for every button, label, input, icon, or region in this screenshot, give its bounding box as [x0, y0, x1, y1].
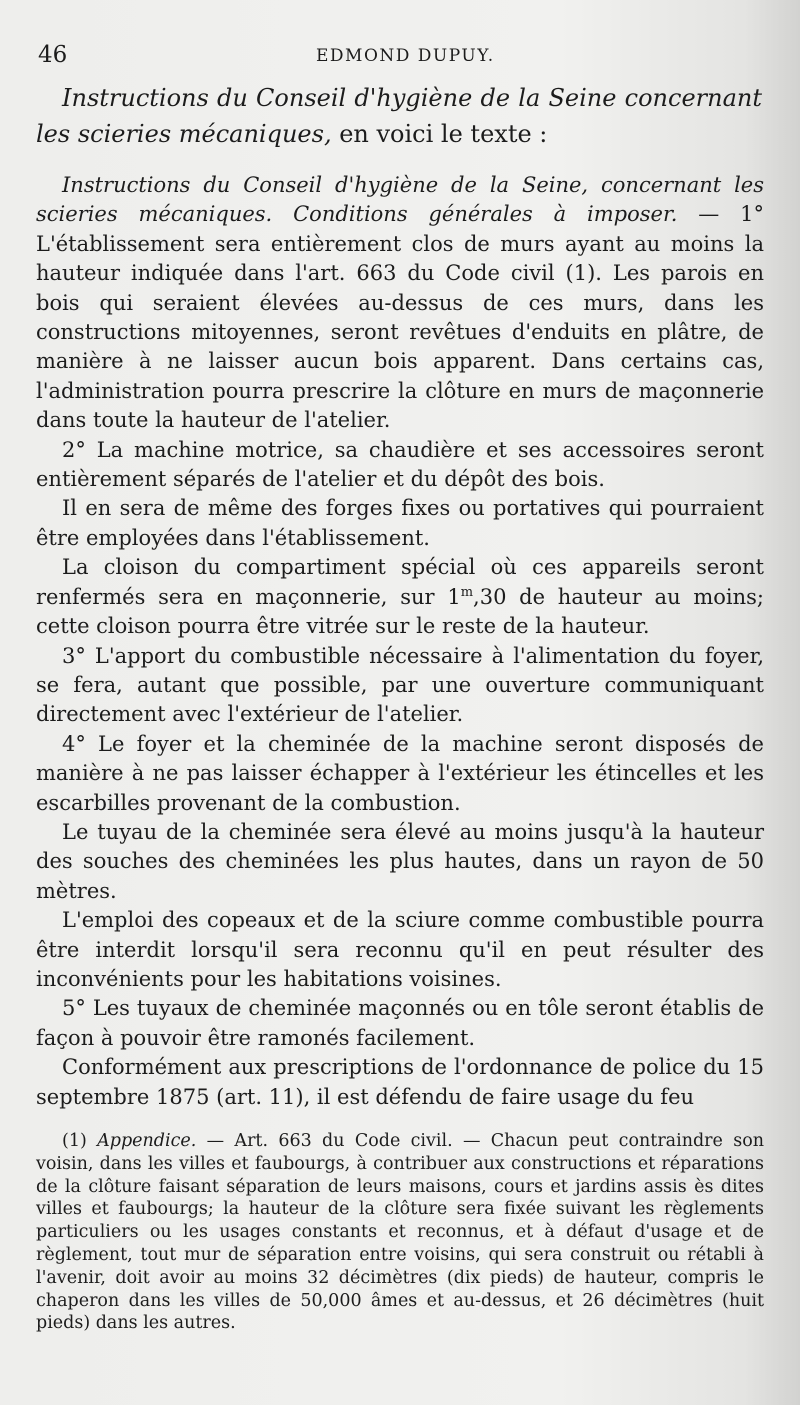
paragraph-10: Conformément aux prescriptions de l'ordonnance de police du 15 septembre 1875 (art. 11), il est défendu de faire usage du feu — [36, 1055, 764, 1109]
paragraph-4-text: La cloison du compartiment spécial où ces appareils seront renfermés sera en maçonnerie, sur 1 — [36, 555, 764, 609]
running-head: EDMOND DUPUY. — [316, 46, 495, 66]
paragraph-5: 3° L'apport du combustible nécessaire à l'alimentation du foyer, se fera, autant que possible, par une ouverture communiquant directement avec l'extérieur de l'atelier. — [36, 643, 764, 727]
meter-superscript: m — [460, 584, 474, 600]
paragraph-1-text: — 1° L'établissement sera entièrement clos de murs ayant au moins la hauteur indiquée dans l'art. 663 du Code civil (1). Les parois en bois qui seraient élevées au-dessus de ces murs, dans les constructions mitoyennes, seront revêtues d'enduits en plâtre, de manière à ne laisser aucun bois apparent. Dans certains cas, l'administration pourra prescrire la clôture en murs de maçonnerie dans toute la hauteur de l'atelier. — [36, 202, 765, 433]
page-number: 46 — [38, 42, 68, 68]
paragraph-2: 2° La machine motrice, sa chaudière et ses accessoires seront entièrement séparés de l'atelier et du dépôt des bois. — [36, 437, 764, 492]
main-text — [36, 171, 764, 1112]
intro-italic: Instructions du Conseil d'hygiène de la Seine concernant les scieries mécaniques, — [36, 84, 762, 148]
intro-text: en voici le texte : — [331, 120, 548, 148]
page-header — [38, 40, 764, 74]
footnote-italic: Appendice. — [97, 1131, 197, 1151]
paragraph-3: Il en sera de même des forges fixes ou portatives qui pourraient être employées dans l'établissement. — [36, 496, 764, 550]
paragraph-8: L'emploi des copeaux et de la sciure comme combustible pourra être interdit lorsqu'il sera reconnu qu'il en peut résulter des inconvénients pour les habitations voisines. — [36, 908, 764, 991]
paragraph-1-heading: Instructions du Conseil d'hygiène de la Seine, concernant les scieries mécaniques. Conditions générales à imposer. — [36, 173, 764, 227]
paragraph-4 — [36, 553, 764, 641]
paragraph-9: 5° Les tuyaux de cheminée maçonnés ou en tôle seront établis de façon à pouvoir être ramonés facilement. — [36, 996, 764, 1050]
intro-sentence — [36, 80, 764, 152]
paragraph-4-text-after: ,30 de hauteur au moins; cette cloison pourra être vitrée sur le reste de la hauteur. — [36, 584, 764, 639]
paragraph-7: Le tuyau de la cheminée sera élevé au moins jusqu'à la hauteur des souches des cheminées les plus hautes, dans un rayon de 50 mètres. — [36, 819, 764, 903]
footnote-marker: (1) — [62, 1131, 98, 1151]
paragraph-6: 4° Le foyer et la cheminée de la machine seront disposés de manière à ne pas laisser échapper à l'extérieur les étincelles et les escarbilles provenant de la combustion. — [36, 731, 764, 815]
footnote-text: — Art. 663 du Code civil. — Chacun peut contraindre son voisin, dans les villes et faubourgs, à contribuer aux constructions et réparations de la clôture faisant séparation de leurs maisons, cours et jardins assis ès dites villes et faubourgs; la hauteur de la clôture sera fixée suivant les règlements particuliers ou les usages constants et reconnus, et à défaut d'usage et de règlement, tout mur de séparation entre voisins, qui sera construit ou rétabli à l'avenir, doit avoir au moins 32 décimètres (dix pieds) de hauteur, compris le chaperon dans les villes de 50,000 âmes et au-dessus, et 26 décimètres (huit pieds) dans les autres. — [36, 1131, 764, 1334]
paragraph-1 — [36, 171, 764, 436]
footnotes — [36, 1130, 764, 1335]
footnote-1 — [36, 1130, 764, 1335]
